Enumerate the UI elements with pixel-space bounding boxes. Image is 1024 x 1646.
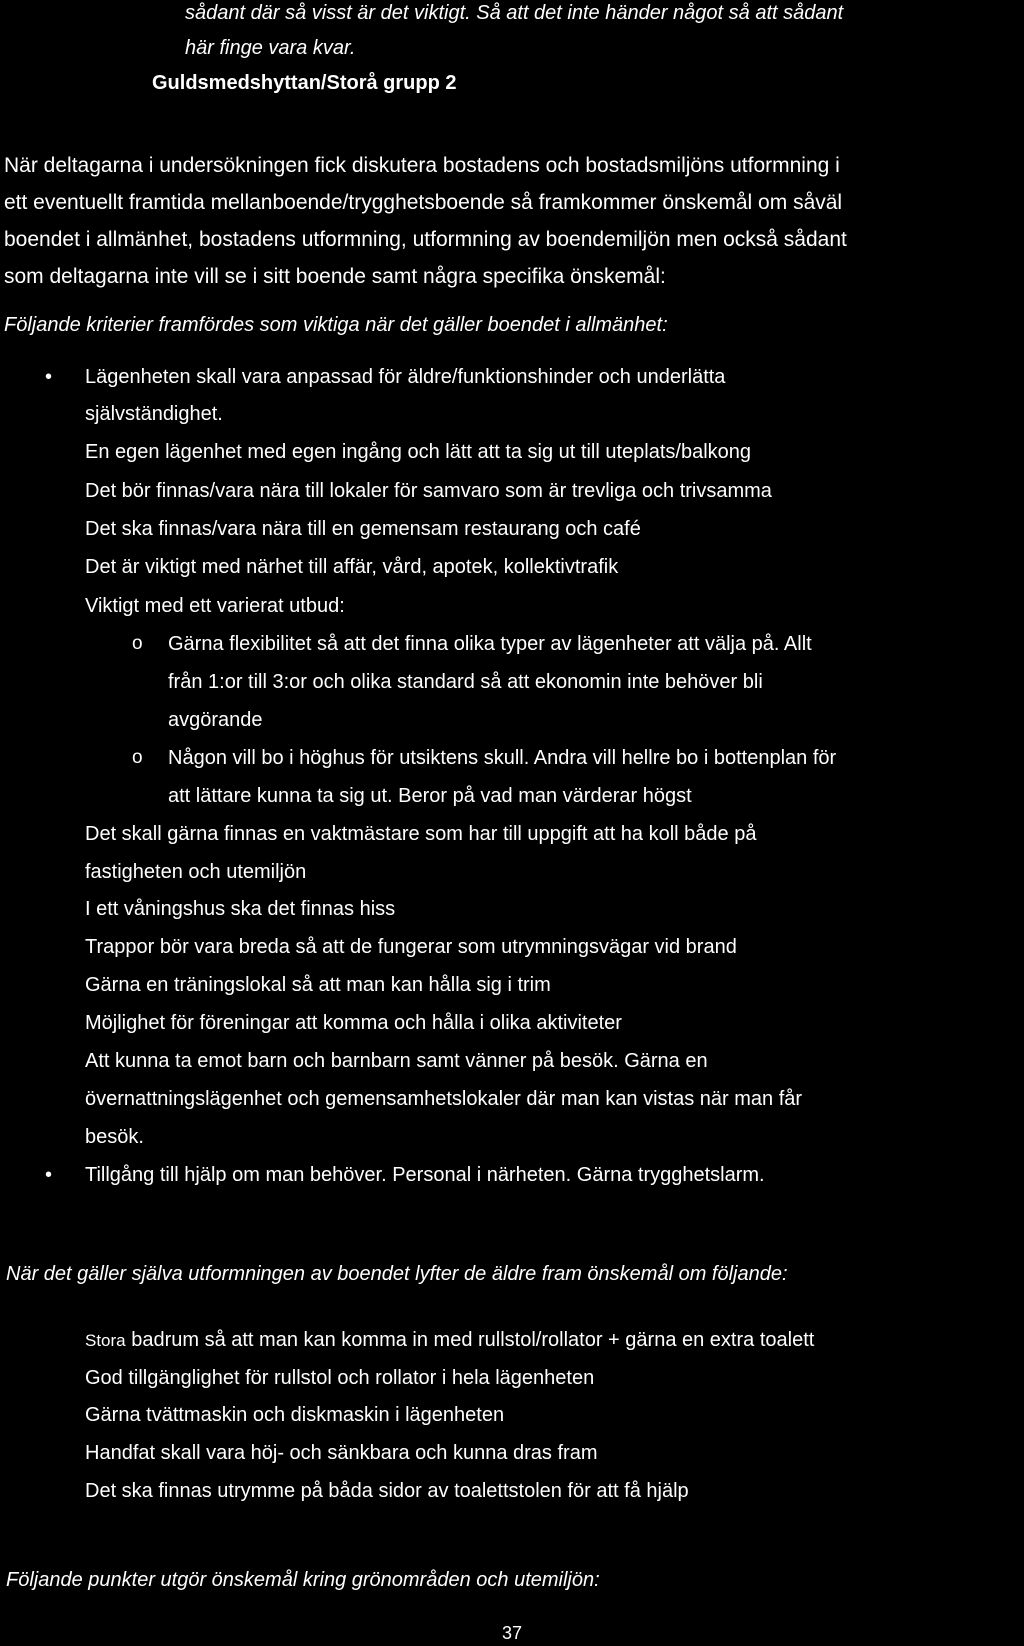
- sub-list-item: från 1:or till 3:or och olika standard så att ekonomin inte behöver bli: [168, 671, 763, 693]
- list-item: God tillgänglighet för rullstol och rollator i hela lägenheten: [85, 1367, 595, 1389]
- list-item: självständighet.: [85, 403, 223, 425]
- list-item: En egen lägenhet med egen ingång och lätt att ta sig ut till uteplats/balkong: [85, 441, 752, 463]
- paragraph-line: som deltagarna inte vill se i sitt boende samt några specifika önskemål:: [4, 265, 666, 288]
- sub-list-item: Någon vill bo i höghus för utsiktens skull. Andra vill hellre bo i bottenplan för: [168, 747, 837, 769]
- list-item: Gärna en träningslokal så att man kan hålla sig i trim: [85, 974, 551, 996]
- section-title: Följande kriterier framfördes som viktiga när det gäller boendet i allmänhet:: [4, 314, 668, 336]
- section-heading: Guldsmedshyttan/Storå grupp 2: [152, 72, 457, 94]
- list-item: I ett våningshus ska det finnas hiss: [85, 898, 396, 920]
- bullet-icon: •: [45, 366, 53, 388]
- list-item: Handfat skall vara höj- och sänkbara och kunna dras fram: [85, 1442, 598, 1464]
- sub-bullet-icon: o: [132, 633, 143, 654]
- list-item: Att kunna ta emot barn och barnbarn samt vänner på besök. Gärna en: [85, 1050, 708, 1072]
- intro-line: här finge vara kvar.: [185, 37, 356, 59]
- bullet-icon: •: [45, 1164, 53, 1186]
- list-item: [85, 1330, 814, 1350]
- list-item: Lägenheten skall vara anpassad för äldre/funktionshinder och underlätta: [85, 366, 726, 388]
- list-item: Det skall gärna finnas en vaktmästare som har till uppgift att ha koll både på: [85, 823, 757, 845]
- intro-line: sådant där så visst är det viktigt. Så att det inte händer något så att sådant: [185, 2, 844, 24]
- page-number: 37: [501, 1623, 523, 1643]
- paragraph-line: boendet i allmänhet, bostadens utformning, utformning av boendemiljön men också sådant: [4, 228, 847, 251]
- paragraph-line: ett eventuellt framtida mellanboende/trygghetsboende så framkommer önskemål om såväl: [4, 191, 843, 214]
- list-item: Gärna tvättmaskin och diskmaskin i lägenheten: [85, 1404, 505, 1426]
- list-item: Möjlighet för föreningar att komma och hålla i olika aktiviteter: [85, 1012, 622, 1034]
- paragraph-line: När deltagarna i undersökningen fick diskutera bostadens och bostadsmiljöns utformning i: [4, 154, 840, 177]
- list-item: fastigheten och utemiljön: [85, 861, 307, 883]
- section-title: Följande punkter utgör önskemål kring grönområden och utemiljön:: [6, 1569, 600, 1591]
- list-item: Trappor bör vara breda så att de fungerar som utrymningsvägar vid brand: [85, 936, 737, 958]
- sub-list-item: Gärna flexibilitet så att det finna olika typer av lägenheter att välja på. Allt: [168, 633, 812, 655]
- list-item-first-word: Stora: [85, 1331, 126, 1350]
- list-item-rest: badrum så att man kan komma in med rullstol/rollator + gärna en extra toalett: [125, 1329, 815, 1351]
- sub-bullet-icon: o: [132, 747, 143, 768]
- list-item: besök.: [85, 1126, 144, 1148]
- list-item: Det ska finnas/vara nära till en gemensam restaurang och café: [85, 518, 641, 540]
- list-item: Det ska finnas utrymme på båda sidor av toalettstolen för att få hjälp: [85, 1480, 689, 1502]
- list-item: Viktigt med ett varierat utbud:: [85, 595, 345, 617]
- sub-list-item: avgörande: [168, 709, 263, 731]
- list-item: Tillgång till hjälp om man behöver. Personal i närheten. Gärna trygghetslarm.: [85, 1164, 765, 1186]
- list-item: Det är viktigt med närhet till affär, vård, apotek, kollektivtrafik: [85, 556, 619, 578]
- list-item: Det bör finnas/vara nära till lokaler för samvaro som är trevliga och trivsamma: [85, 480, 772, 502]
- sub-list-item: att lättare kunna ta sig ut. Beror på vad man värderar högst: [168, 785, 692, 807]
- list-item: övernattningslägenhet och gemensamhetslokaler där man kan vistas när man får: [85, 1088, 803, 1110]
- section-title: När det gäller själva utformningen av boendet lyfter de äldre fram önskemål om följande:: [6, 1263, 788, 1285]
